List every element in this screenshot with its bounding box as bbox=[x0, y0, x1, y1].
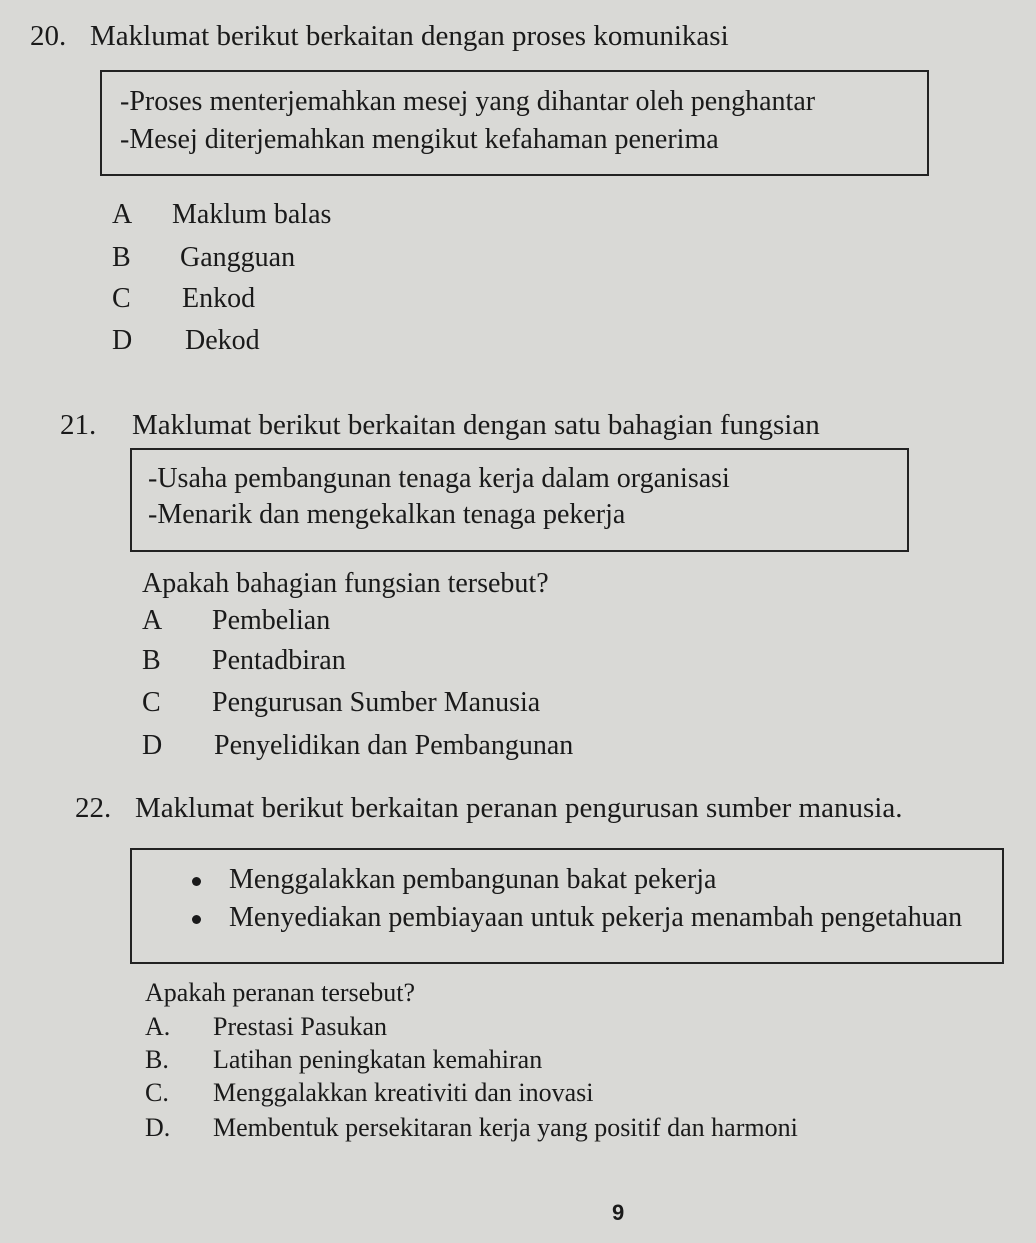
option-c: C Enkod bbox=[112, 283, 256, 314]
option-a: A. Prestasi Pasukan bbox=[145, 1012, 388, 1041]
option-a: A Pembelian bbox=[142, 605, 331, 636]
option-a: A Maklum balas bbox=[112, 199, 332, 230]
question-22-stem bbox=[75, 792, 902, 825]
bullet-icon bbox=[192, 915, 201, 924]
info-line: -Proses menterjemahkan mesej yang dihantar oleh penghantar bbox=[120, 86, 816, 117]
question-number: 22. bbox=[75, 792, 112, 824]
option-d: D Dekod bbox=[112, 325, 260, 356]
option-c: C. Menggalakkan kreativiti dan inovasi bbox=[145, 1078, 594, 1107]
option-b: B. Latihan peningkatan kemahiran bbox=[145, 1045, 543, 1074]
question-text: Maklumat berikut berkaitan dengan proses komunikasi bbox=[90, 20, 729, 52]
info-line: -Menarik dan mengekalkan tenaga pekerja bbox=[148, 499, 626, 530]
question-22-prompt: Apakah peranan tersebut? bbox=[145, 978, 415, 1007]
question-21-info-box bbox=[130, 448, 909, 552]
info-line: Menggalakkan pembangunan bakat pekerja bbox=[192, 864, 716, 896]
question-number: 20. bbox=[30, 20, 67, 52]
question-20-stem bbox=[30, 20, 729, 53]
page-number: 9 bbox=[612, 1200, 625, 1225]
option-b: B Pentadbiran bbox=[142, 645, 346, 676]
info-line: Menyediakan pembiayaan untuk pekerja menambah pengetahuan bbox=[192, 902, 962, 934]
info-line: -Mesej diterjemahkan mengikut kefahaman penerima bbox=[120, 124, 719, 155]
option-d: D Penyelidikan dan Pembangunan bbox=[142, 730, 574, 761]
question-number: 21. bbox=[60, 409, 97, 441]
question-21-stem bbox=[60, 409, 820, 442]
question-22-info-box bbox=[130, 848, 1004, 964]
option-b: B Gangguan bbox=[112, 242, 296, 273]
option-c: C Pengurusan Sumber Manusia bbox=[142, 687, 541, 718]
info-line: -Usaha pembangunan tenaga kerja dalam organisasi bbox=[148, 463, 730, 494]
question-20-info-box bbox=[100, 70, 929, 176]
question-text: Maklumat berikut berkaitan peranan pengurusan sumber manusia. bbox=[135, 792, 903, 824]
bullet-icon bbox=[192, 877, 201, 886]
question-21-prompt: Apakah bahagian fungsian tersebut? bbox=[142, 568, 549, 599]
option-d: D. Membentuk persekitaran kerja yang positif dan harmoni bbox=[145, 1113, 798, 1142]
question-text: Maklumat berikut berkaitan dengan satu bahagian fungsian bbox=[132, 409, 820, 441]
